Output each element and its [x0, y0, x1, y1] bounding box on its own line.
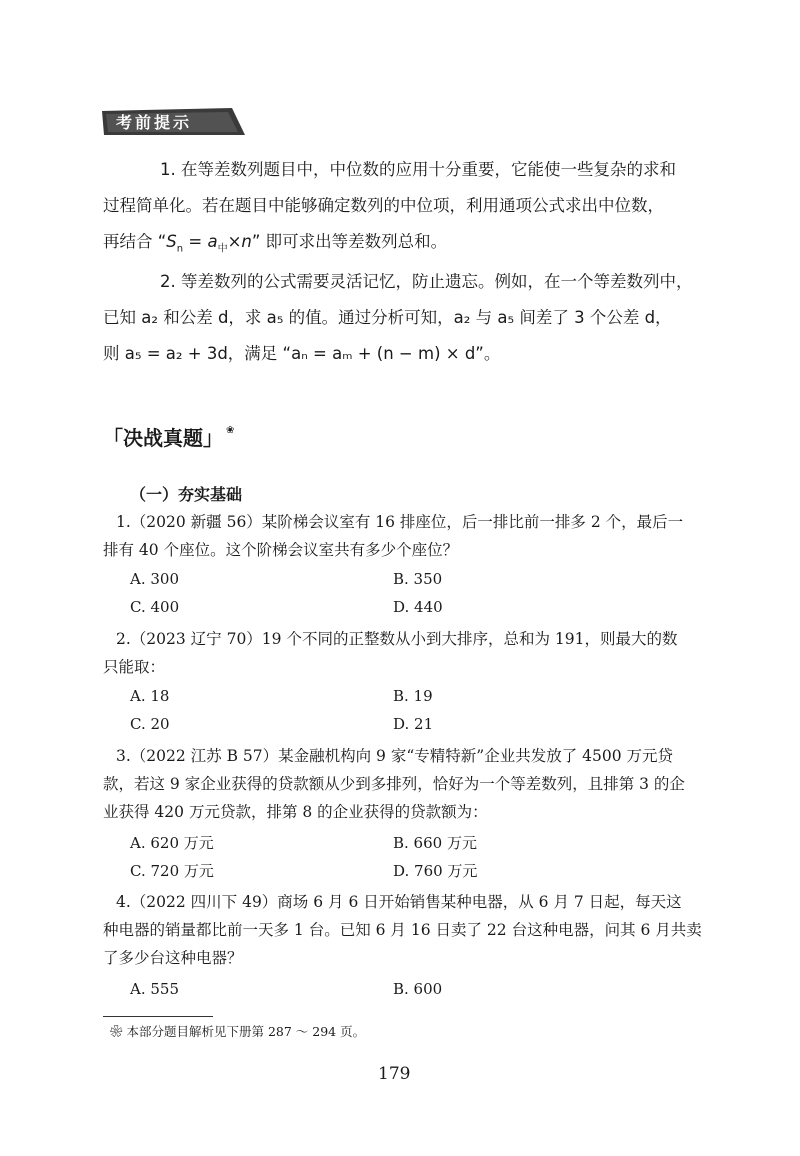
question-3-line-3: 业获得 420 万元贷款，排第 8 的企业获得的贷款额为： — [103, 803, 488, 821]
question-2-line-1: 2.（2023 辽宁 70）19 个不同的正整数从小到大排序，总和为 191，则最大的数 — [116, 630, 678, 648]
question-2-option-c: C. 20 — [130, 715, 170, 733]
question-2-option-a: A. 18 — [130, 687, 170, 705]
tip-p1-line2: 过程简单化。若在题目中能够确定数列的中位项，利用通项公式求出中位数， — [103, 196, 664, 215]
tip-p2-line2: 已知 a₂ 和公差 d，求 a₅ 的值。通过分析可知，a₂ 与 a₅ 间差了 3 个公差 d， — [103, 308, 672, 327]
question-1-option-d: D. 440 — [393, 598, 443, 616]
question-3-option-a: A. 620 万元 — [130, 834, 214, 852]
question-1-option-b: B. 350 — [393, 570, 443, 588]
question-2-line-2: 只能取： — [103, 658, 166, 676]
tip-p1-line1: 1. 在等差数列题目中，中位数的应用十分重要，它能使一些复杂的求和 — [160, 160, 676, 179]
question-2-option-d: D. 21 — [393, 715, 434, 733]
section-subtitle: （一）夯实基础 — [130, 485, 243, 504]
question-3-option-b: B. 660 万元 — [393, 834, 477, 852]
question-1-line-2: 排有 40 个座位。这个阶梯会议室共有多少个座位？ — [103, 541, 459, 559]
question-3-line-1: 3.（2022 江苏 B 57）某金融机构向 9 家“专精特新”企业共发放了 4500 万元贷 — [116, 747, 673, 765]
question-4-option-b: B. 600 — [393, 980, 443, 998]
question-4-option-a: A. 555 — [130, 980, 179, 998]
question-4-line-2: 种电器的销量都比前一天多 1 台。已知 6 月 16 日卖了 22 台这种电器，问其 6 月共卖 — [103, 921, 702, 939]
question-3-option-c: C. 720 万元 — [130, 862, 214, 880]
question-4-line-3: 了多少台这种电器？ — [103, 949, 243, 967]
question-1-option-c: C. 400 — [130, 598, 180, 616]
tip-banner-label: 考前提示 — [116, 113, 193, 132]
question-1-option-a: A. 300 — [130, 570, 179, 588]
footnote-divider — [103, 1016, 213, 1017]
flower-icon: ❀ — [226, 425, 235, 436]
page-number: 179 — [378, 1064, 411, 1084]
question-1-line-1: 1.（2020 新疆 56）某阶梯会议室有 16 排座位，后一排比前一排多 2 个，最后一 — [116, 513, 684, 531]
question-3-line-2: 款，若这 9 家企业获得的贷款额从少到多排列，恰好为一个等差数列，且排第 3 的企 — [103, 775, 685, 793]
question-4-line-1: 4.（2022 四川下 49）商场 6 月 6 日开始销售某种电器，从 6 月 7 日起，每天这 — [116, 893, 682, 911]
tip-p2-line3: 则 a₅ = a₂ + 3d，满足 “aₙ = aₘ + (n − m) × d”。 — [103, 344, 501, 363]
tip-p1-line3: 再结合 “$S_n = a_中\times n$” 即可求出等差数列总和。 — [103, 232, 448, 255]
tip-p2-line1: 2. 等差数列的公式需要灵活记忆，防止遗忘。例如，在一个等差数列中， — [160, 272, 693, 291]
question-3-option-d: D. 760 万元 — [393, 862, 478, 880]
section-title: 「决战真题」 ❀ — [103, 425, 235, 450]
question-2-option-b: B. 19 — [393, 687, 433, 705]
footnote: ❀ 本部分题目解析见下册第 287 ～ 294 页。 — [110, 1024, 366, 1039]
